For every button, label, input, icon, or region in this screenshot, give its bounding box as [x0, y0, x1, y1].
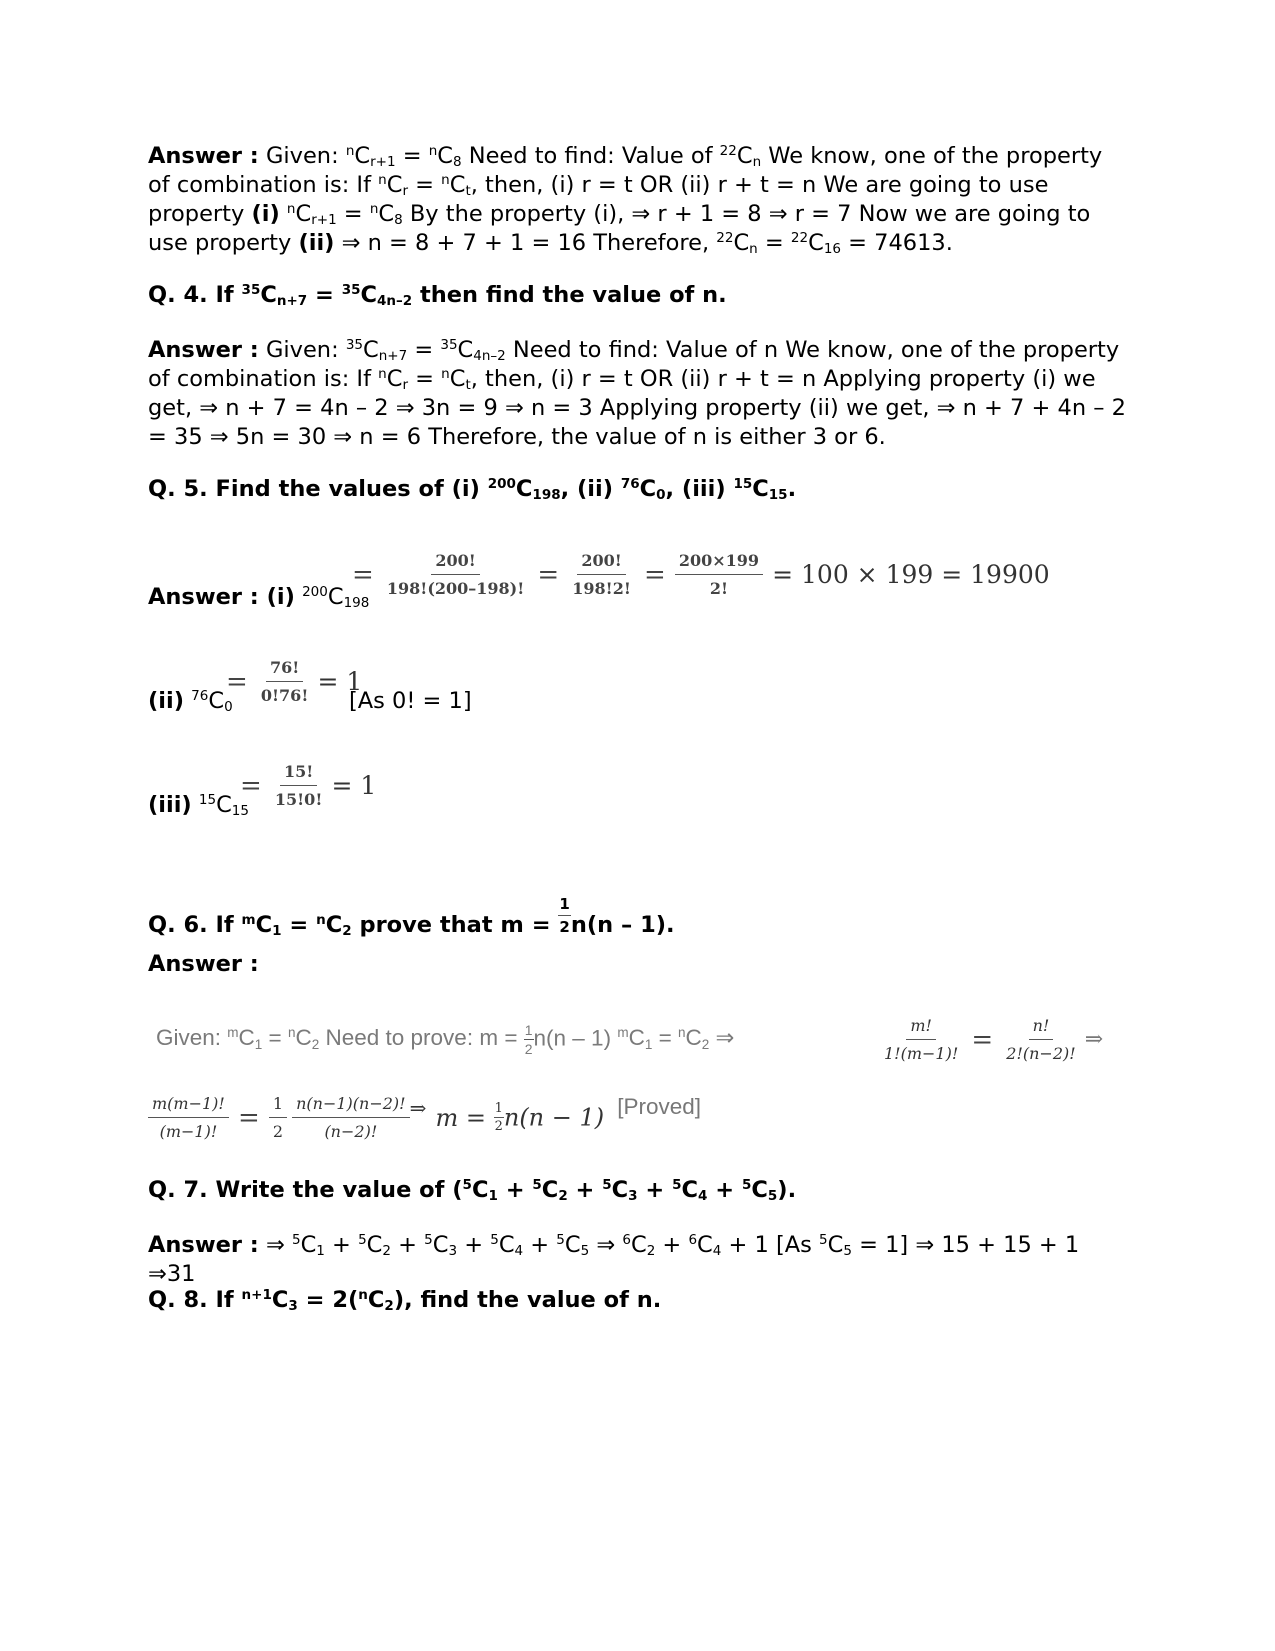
fraction-numerator: 200×199	[675, 551, 763, 575]
fraction-denominator: 198!2!	[572, 579, 631, 598]
answer-q4-text: Given: $^{35}C_{n+7} = ^{35}C_{4n-2}$ Need to find: Value of n We know, one of the property of combination is: If $^nC_r = ^nC_t$, then, (i) r = t OR (ii) r + t = n Applying property (i) we get, ⇒ n + 7 = 4n – 2 ⇒ 3n = 9 ⇒ n = 3 Applying property (ii) we get, ⇒ n + 7 + 4n – 2 = 35 ⇒ 5n = 30 ⇒ n = 6 Therefore, the value of n is either 3 or 6.	[148, 336, 1126, 450]
result: = 100 × 199 = 19900	[772, 560, 1050, 589]
answer-q5-ii-math: = $\frac{76!}{0!76!}$ = 1	[226, 658, 363, 705]
fraction-numerator: 1	[269, 1094, 287, 1118]
fraction-denominator: 0!76!	[260, 686, 309, 705]
fraction-denominator: 2	[559, 918, 570, 936]
fraction-denominator: 2!	[709, 579, 728, 598]
fraction-numerator: m(m−1)!	[148, 1094, 229, 1118]
answer-q6-line2: $\frac{m(m-1)!}{(m-1)!}$ = $\frac{1}{2}$ $\frac{n(n-1)(n-2)!}{(n-2)!}$ ⇒ m = $\frac{1}{2}$ n(n − 1) [Proved]	[148, 1094, 701, 1141]
fraction-denominator: 2	[272, 1122, 284, 1141]
fraction-numerator: 1	[558, 895, 570, 916]
answer-label: Answer :	[148, 337, 259, 363]
fraction-numerator: n!	[1029, 1016, 1054, 1040]
question-7: Q. 7. Write the value of $(^5C_1 + ^5C_2 + ^5C_3 + ^5C_4 + ^5C_5)$.	[148, 1176, 797, 1205]
fraction-denominator: 198!(200–198)!	[386, 579, 525, 598]
fraction-denominator: 2	[524, 1041, 533, 1057]
answer-label: Answer :	[148, 143, 259, 169]
fraction-denominator: 1!(m−1)!	[884, 1044, 959, 1063]
fraction-denominator: 15!0!	[274, 790, 323, 809]
fraction-denominator: (m−1)!	[159, 1122, 218, 1141]
answer-q6-fraction-a: $\frac{m!}{1!(m-1)!}$ = $\frac{n!}{2!(n-2)!}$ ⇒	[880, 1016, 1103, 1063]
implies-arrow: ⇒	[409, 1096, 427, 1120]
fraction-denominator: (n−2)!	[324, 1122, 378, 1141]
fraction-numerator: 15!	[280, 762, 317, 786]
question-5: Q. 5. Find the values of (i) $^{200}C_{198}$, (ii) $^{76}C_0$, (iii) $^{15}C_{15}$.	[148, 475, 797, 504]
proved-label: [Proved]	[617, 1094, 702, 1119]
fraction-denominator: 2!(n−2)!	[1006, 1044, 1076, 1063]
question-6: Q. 6. If $^mC_1 = ^nC_2$ prove that m = $\frac{1}{2}$ n(n – 1).	[148, 895, 675, 940]
answer-q6-label: Answer :	[148, 951, 259, 977]
answer-q7-text: ⇒ $^5C_1 + ^5C_2 + ^5C_3 + ^5C_4 + ^5C_5$ ⇒ $^6C_2 + ^6C_4 + 1$ [As $^5C_5 = 1$] ⇒ 15 + 15 + 1 ⇒31	[148, 1231, 1080, 1287]
question-8: Q. 8. If $^{n+1}C_3 = 2(^nC_2)$, find the value of n.	[148, 1286, 662, 1315]
answer-q5-i-math: = $\frac{200!}{198!(200-198)!}$ = $\frac{200!}{198!2!}$ = $\frac{200\times 199}{2!}$ = 100 × 199 = 19900	[352, 551, 1050, 598]
implies-arrow: ⇒	[1084, 1027, 1104, 1052]
result: = 1	[331, 771, 377, 800]
answer-q5-iii-label: (iii) $^{15}C_{15}$	[148, 791, 249, 820]
question-4: Q. 4. If $^{35}C_{n+7} = ^{35}C_{4n-2}$ then find the value of n.	[148, 281, 727, 310]
result: = 1	[317, 667, 363, 696]
fraction-numerator: m!	[906, 1016, 936, 1040]
fraction-numerator: 1	[524, 1022, 533, 1038]
answer-q3-text: Given: $^nC_{r+1} = ^nC_8$ Need to find: Value of $^{22}C_n$ We know, one of the property of combination is: If $^nC_r = ^nC_t$, then, (i) r = t OR (ii) r + t = n We are going to use property (i) $^nC_{r+1} = ^nC_8$ By the property (i), ⇒ r + 1 = 8 ⇒ r = 7 Now we are going to use property (ii) ⇒ n = 8 + 7 + 1 = 16 Therefore, $^{22}C_n = ^{22}C_{16} = 74613$.	[148, 142, 1103, 258]
answer-q7	[148, 1231, 1128, 1289]
answer-q6-line1: Given: $^mC_1 = ^nC_2$ Need to prove: m = $\frac{1}{2}$ n(n – 1) $^mC_1 = ^nC_2$ ⇒	[156, 1022, 735, 1057]
fraction-numerator: 200!	[577, 551, 625, 575]
answer-q4	[148, 336, 1128, 452]
answer-q5-iii-math: = $\frac{15!}{15!0!}$ = 1	[240, 762, 377, 809]
note: [As 0! = 1]	[349, 688, 472, 714]
answer-q5-ii-label: (ii) $^{76}C_0$	[148, 687, 233, 716]
fraction-numerator: 200!	[431, 551, 479, 575]
answer-q5-i-label: Answer : (i) $^{200}C_{198}$	[148, 583, 370, 612]
answer-label: Answer :	[148, 1232, 259, 1258]
answer-q3	[148, 142, 1128, 258]
fraction-numerator: 76!	[266, 658, 303, 682]
fraction-numerator: n(n−1)(n−2)!	[292, 1094, 409, 1118]
